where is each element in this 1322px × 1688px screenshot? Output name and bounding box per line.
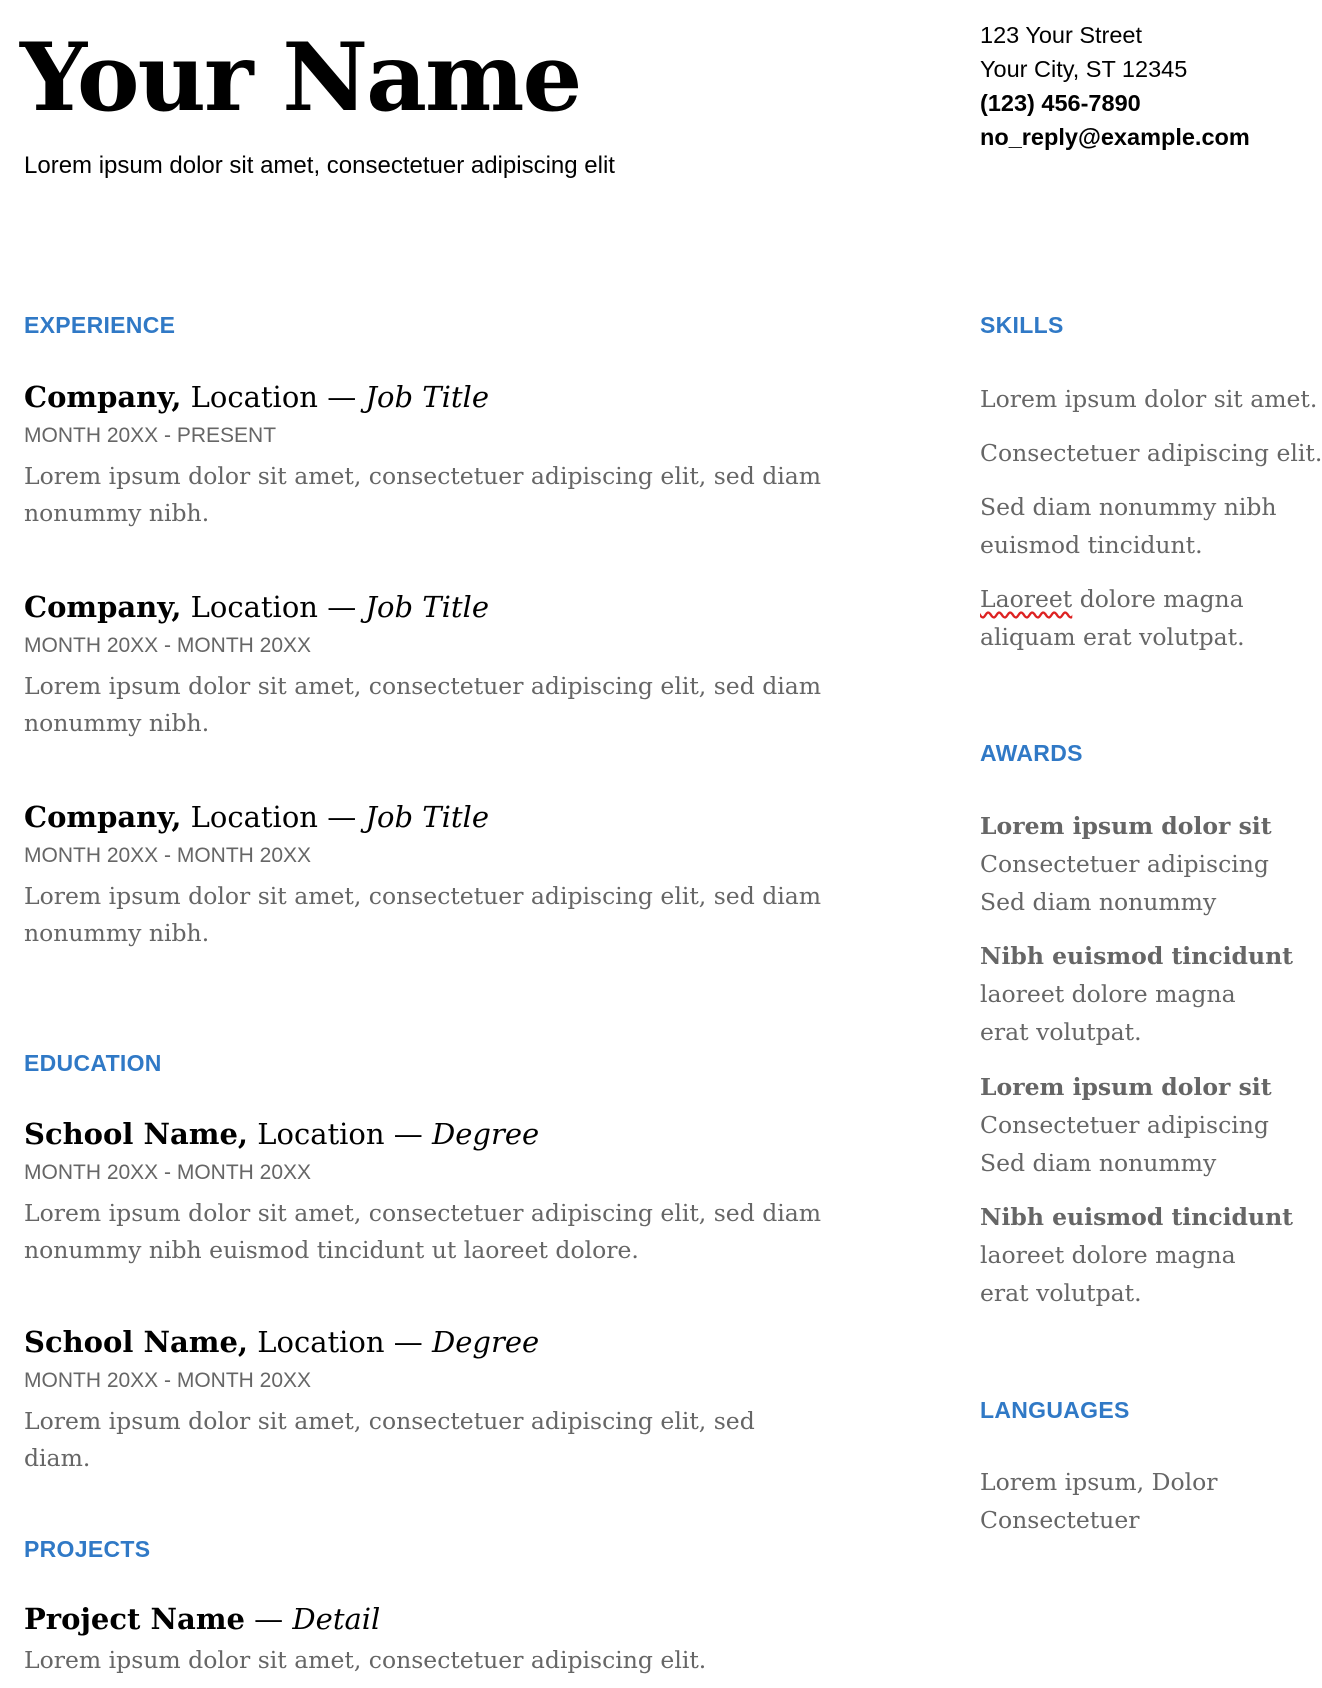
award-entry	[980, 937, 1294, 1051]
description-line: Lorem ipsum dolor sit amet, consectetuer adipiscing elit, sed diam.	[24, 1407, 755, 1472]
contact-city: Your City, ST 12345	[980, 56, 1188, 82]
company-name: Company,	[24, 380, 182, 414]
entry-location: Location —	[181, 380, 366, 414]
projects-heading: PROJECTS	[24, 1536, 151, 1562]
entry-description	[24, 458, 824, 532]
degree: Degree	[431, 1325, 540, 1359]
entry-dates: MONTH 20XX - PRESENT	[24, 424, 277, 447]
entry-location: Location —	[181, 800, 366, 834]
award-line: erat volutpat.	[980, 1279, 1142, 1307]
skills-heading: SKILLS	[980, 312, 1064, 338]
entry-title	[24, 590, 824, 624]
education-heading: EDUCATION	[24, 1050, 162, 1076]
skills-line	[980, 580, 1244, 618]
company-name: Company,	[24, 800, 182, 834]
job-title: Job Title	[365, 800, 489, 834]
project-entry-1	[24, 1602, 824, 1679]
description-line: Lorem ipsum dolor sit amet, consectetuer adipiscing elit.	[24, 1646, 707, 1674]
entry-dates: MONTH 20XX - MONTH 20XX	[24, 1369, 312, 1392]
languages-heading: LANGUAGES	[980, 1397, 1130, 1423]
award-line: Consectetuer adipiscing	[980, 1111, 1269, 1139]
entry-location: Location —	[248, 1325, 432, 1359]
experience-entry-1	[24, 380, 824, 532]
education-entry-1	[24, 1117, 824, 1269]
job-title: Job Title	[365, 380, 489, 414]
description-line: Lorem ipsum dolor sit amet, consectetuer adipiscing elit, sed diam	[24, 672, 822, 700]
entry-description	[24, 1195, 824, 1269]
entry-location: Location —	[181, 590, 366, 624]
degree: Degree	[431, 1117, 540, 1151]
contact-block	[980, 18, 1250, 154]
award-line: laoreet dolore magna	[980, 1241, 1236, 1269]
entry-dates: MONTH 20XX - MONTH 20XX	[24, 634, 312, 657]
resume-name: Your Name	[20, 23, 581, 133]
entry-dates: MONTH 20XX - MONTH 20XX	[24, 844, 312, 867]
skills-line: euismod tincidunt.	[980, 531, 1203, 559]
entry-description	[24, 668, 824, 742]
entry-title	[24, 380, 824, 414]
contact-email[interactable]: no_reply@example.com	[980, 124, 1250, 150]
award-line: Sed diam nonummy	[980, 888, 1217, 916]
entry-title	[24, 1117, 824, 1151]
education-entry-2	[24, 1325, 824, 1477]
entry-title	[24, 1602, 824, 1636]
company-name: Company,	[24, 590, 182, 624]
description-line: nonummy nibh.	[24, 499, 210, 527]
entry-description	[24, 878, 824, 952]
project-detail: Detail	[292, 1602, 381, 1636]
contact-phone: (123) 456-7890	[980, 90, 1141, 116]
description-line: nonummy nibh.	[24, 919, 210, 947]
skills-line-rest: dolore magna	[1072, 585, 1244, 613]
skills-item: Lorem ipsum dolor sit amet.	[980, 385, 1318, 413]
experience-entry-3	[24, 800, 824, 952]
experience-entry-2	[24, 590, 824, 742]
entry-dates: MONTH 20XX - MONTH 20XX	[24, 1161, 312, 1184]
award-title: Lorem ipsum dolor sit	[980, 1073, 1272, 1101]
skills-line: Sed diam nonummy nibh	[980, 493, 1277, 521]
skills-item: Consectetuer adipiscing elit.	[980, 439, 1322, 467]
skills-line: aliquam erat volutpat.	[980, 623, 1245, 651]
skills-item	[980, 580, 1245, 656]
awards-heading: AWARDS	[980, 740, 1083, 766]
description-line: Lorem ipsum dolor sit amet, consectetuer adipiscing elit, sed diam	[24, 882, 822, 910]
job-title: Job Title	[365, 590, 489, 624]
entry-location: Location —	[248, 1117, 432, 1151]
spellcheck-word[interactable]: Laoreet	[980, 585, 1073, 613]
award-line: erat volutpat.	[980, 1018, 1142, 1046]
skills-item	[980, 488, 1277, 564]
description-line: nonummy nibh.	[24, 709, 210, 737]
project-name: Project Name	[24, 1602, 245, 1636]
award-title: Nibh euismod tincidunt	[980, 1203, 1294, 1231]
description-line: nonummy nibh euismod tincidunt ut laoreet dolore.	[24, 1236, 639, 1264]
languages-line: Consectetuer	[980, 1506, 1140, 1534]
award-entry	[980, 1198, 1294, 1312]
entry-title	[24, 800, 824, 834]
entry-description	[24, 1403, 824, 1477]
description-line: Lorem ipsum dolor sit amet, consectetuer adipiscing elit, sed diam	[24, 1199, 822, 1227]
experience-heading: EXPERIENCE	[24, 312, 176, 338]
award-title: Nibh euismod tincidunt	[980, 942, 1294, 970]
description-line: Lorem ipsum dolor sit amet, consectetuer adipiscing elit, sed diam	[24, 462, 822, 490]
languages-line: Lorem ipsum, Dolor	[980, 1468, 1218, 1496]
award-line: Sed diam nonummy	[980, 1149, 1217, 1177]
languages-list	[980, 1463, 1224, 1539]
entry-separator: —	[244, 1602, 293, 1636]
award-title: Lorem ipsum dolor sit	[980, 812, 1272, 840]
school-name: School Name,	[24, 1117, 249, 1151]
tagline: Lorem ipsum dolor sit amet, consectetuer adipiscing elit	[24, 152, 615, 179]
award-entry	[980, 807, 1272, 921]
school-name: School Name,	[24, 1325, 249, 1359]
entry-title	[24, 1325, 824, 1359]
award-line: Consectetuer adipiscing	[980, 850, 1269, 878]
entry-description	[24, 1642, 824, 1679]
award-entry	[980, 1068, 1272, 1182]
award-line: laoreet dolore magna	[980, 980, 1236, 1008]
contact-street: 123 Your Street	[980, 22, 1143, 48]
